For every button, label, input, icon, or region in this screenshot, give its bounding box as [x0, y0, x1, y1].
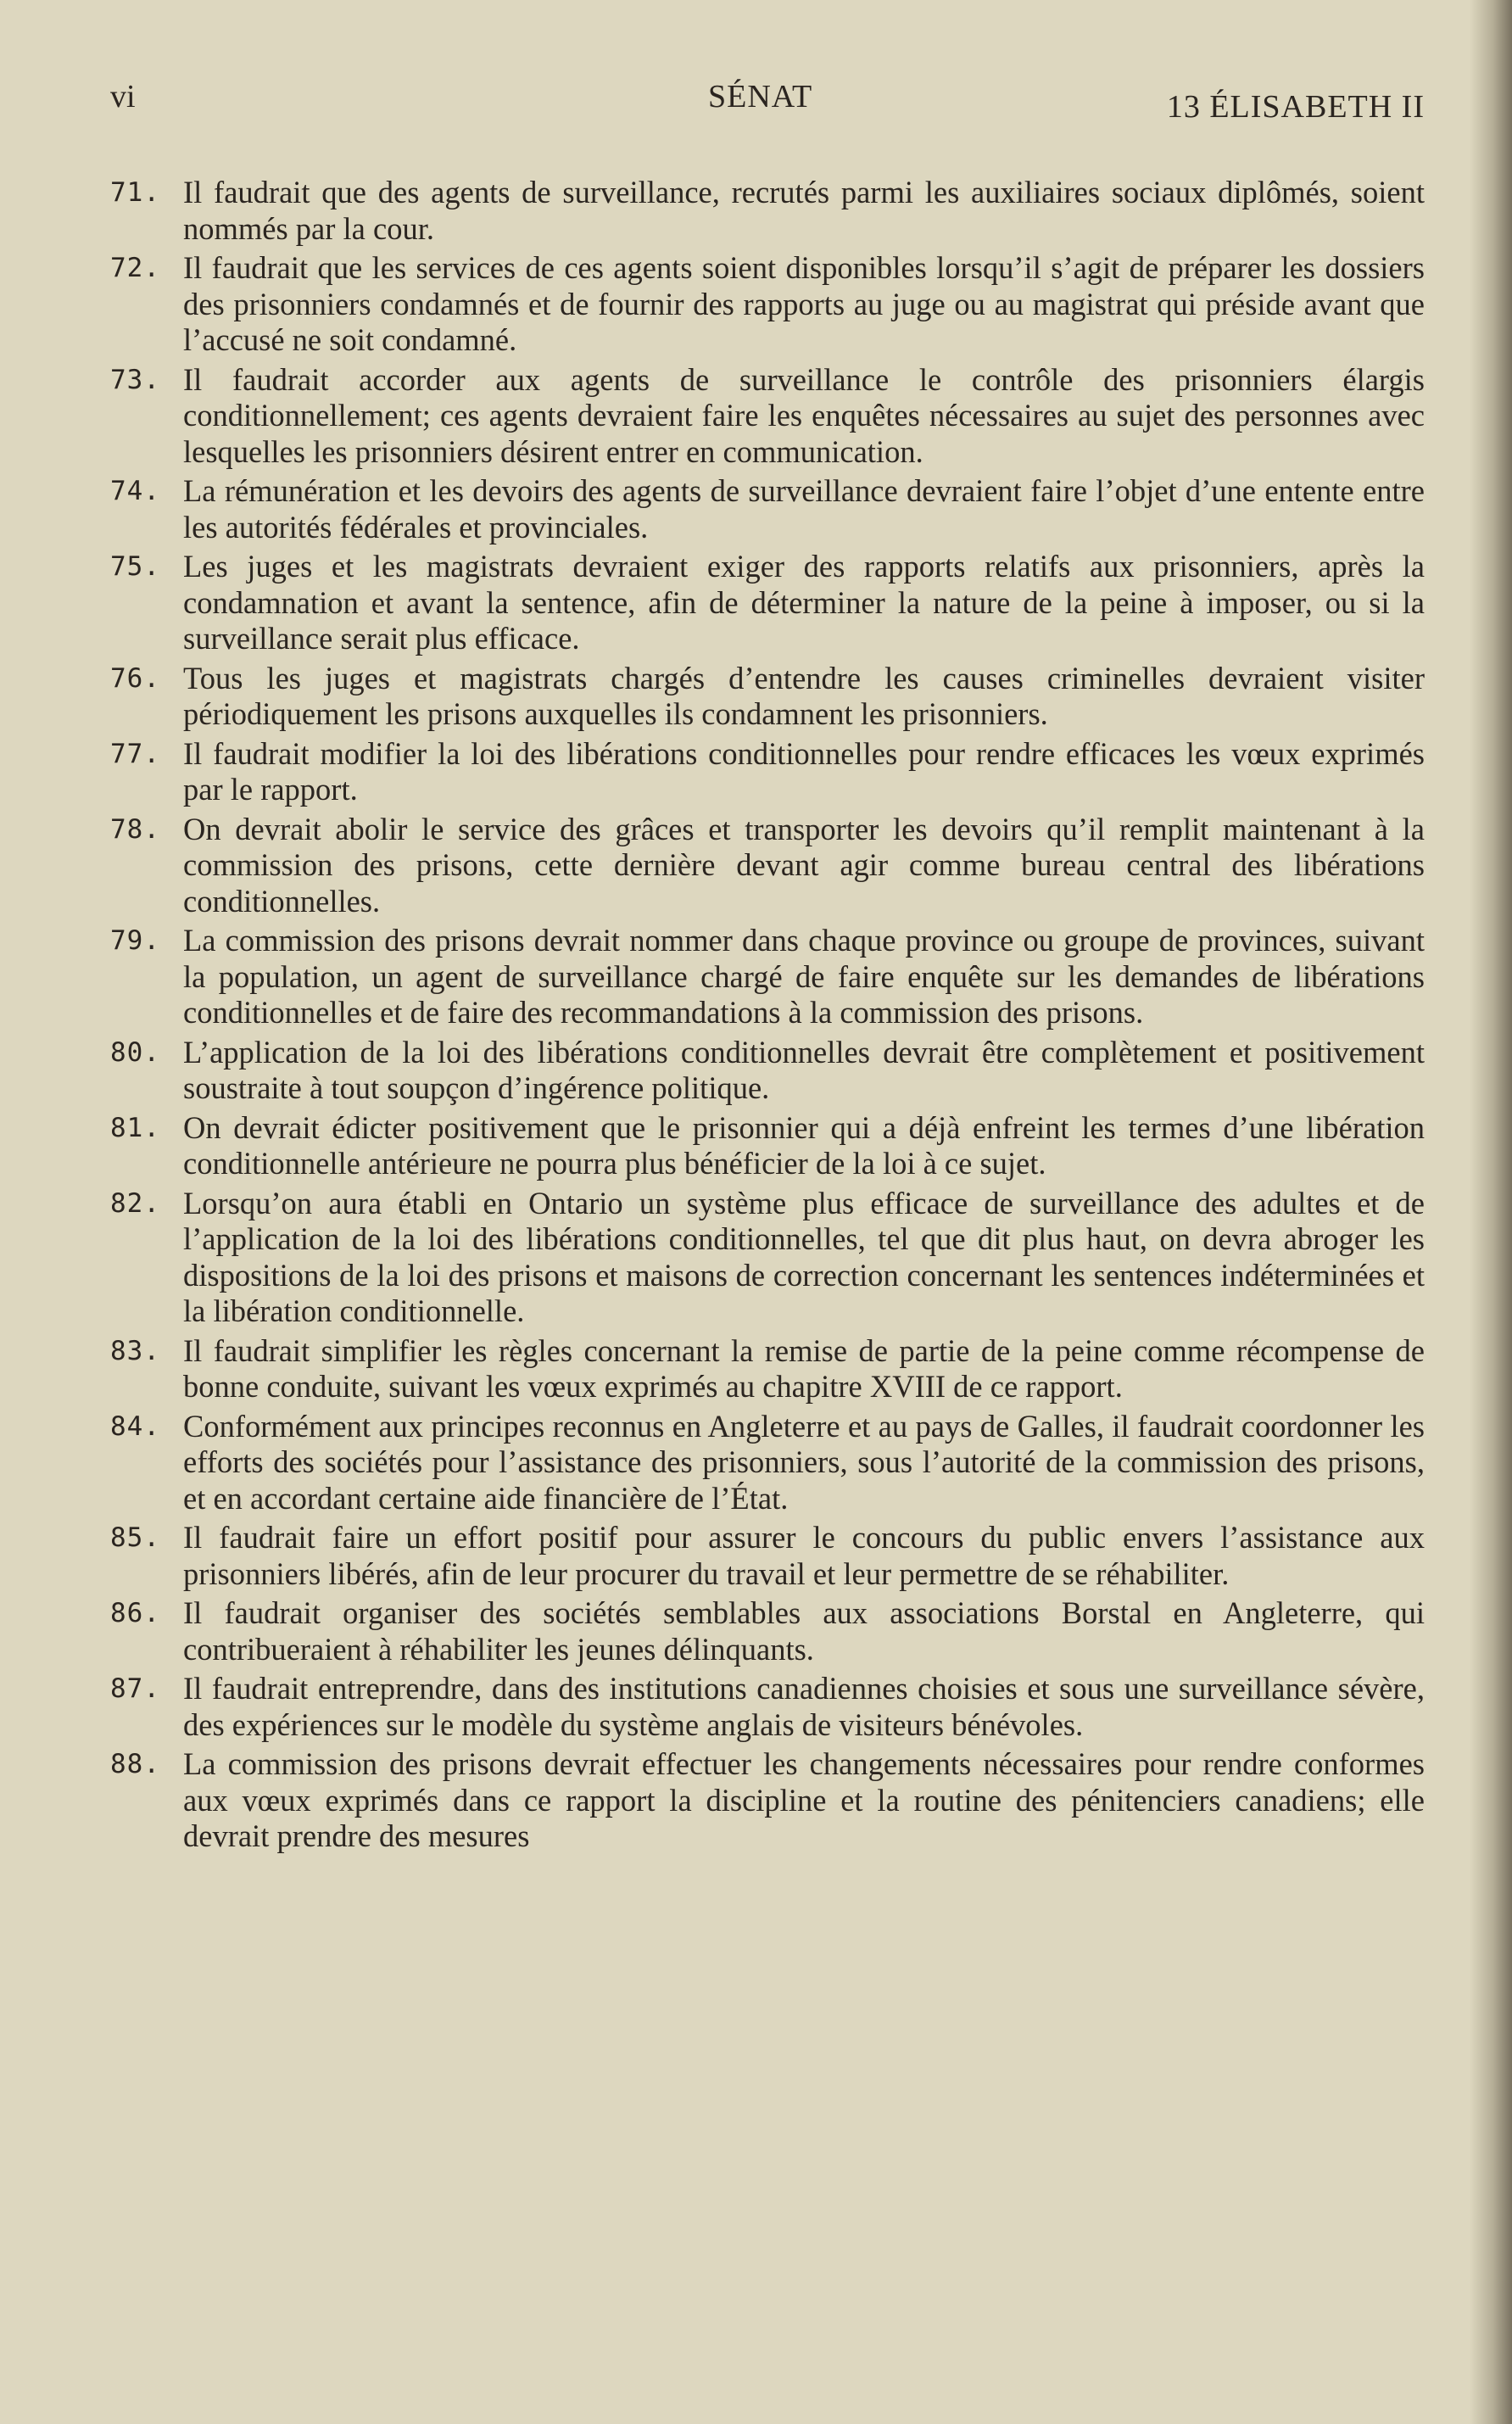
item-text: La commission des prisons devrait effectuer les changements nécessaires pour rendre conformes aux vœux exprimés dans ce rapport la discipline et la routine des pénitenciers canadiens; elle devrait prendre des mesures	[183, 1746, 1425, 1853]
list-item	[110, 250, 1425, 359]
item-number: 78.	[110, 813, 160, 845]
item-number: 87.	[110, 1673, 160, 1704]
item-text: Les juges et les magistrats devraient exiger des rapports relatifs aux prisonniers, après la condamnation et avant la sentence, afin de déterminer la nature de la peine à imposer, ou si la surveillance serait plus efficace.	[183, 549, 1425, 656]
recommendations-list	[110, 175, 1425, 1858]
list-item	[110, 1110, 1425, 1182]
item-text: Il faudrait organiser des sociétés semblables aux associations Borstal en Angleterre, qui contribueraient à réhabiliter les jeunes délinquants.	[183, 1595, 1425, 1667]
item-text: On devrait abolir le service des grâces et transporter les devoirs qu’il remplit maintenant à la commission des prisons, cette dernière devant agir comme bureau central des libérations conditionnelles.	[183, 811, 1425, 919]
list-item	[110, 923, 1425, 1031]
list-item	[110, 1186, 1425, 1330]
item-number: 72.	[110, 253, 160, 283]
list-item	[110, 1035, 1425, 1107]
item-number: 75.	[110, 551, 160, 582]
reign-year: 13 ÉLISABETH II	[1166, 89, 1425, 125]
list-item	[110, 473, 1425, 545]
item-number: 86.	[110, 1598, 160, 1628]
item-text: Il faudrait que des agents de surveillance, recrutés parmi les auxiliaires sociaux diplômés, soient nommés par la cour.	[183, 175, 1425, 246]
item-number: 77.	[110, 738, 160, 769]
item-text: Lorsqu’on aura établi en Ontario un système plus efficace de surveillance des adultes et de l’application de la loi des libérations conditionnelles, tel que dit plus haut, on devra abroger les dispositions de la loi des prisons et maisons de correction concernant les sentences indéterminées et la libération conditionnelle.	[183, 1185, 1425, 1328]
list-item	[110, 661, 1425, 733]
item-text: Il faudrait simplifier les règles concernant la remise de partie de la peine comme récompense de bonne conduite, suivant les vœux exprimés au chapitre XVIII de ce rapport.	[183, 1332, 1425, 1404]
item-number: 71.	[110, 177, 160, 208]
item-text: L’application de la loi des libérations conditionnelles devrait être complètement et positivement soustraite à tout soupçon d’ingérence politique.	[183, 1034, 1425, 1105]
list-item	[110, 812, 1425, 920]
item-number: 80.	[110, 1036, 160, 1068]
item-text: Il faudrait accorder aux agents de surveillance le contrôle des prisonniers élargis conditionnellement; ces agents devraient faire les enquêtes nécessaires au sujet des personnes avec lesquelles les prisonniers désirent entrer en communication.	[183, 361, 1425, 469]
item-number: 88.	[110, 1749, 160, 1779]
item-text: Il faudrait modifier la loi des libérations conditionnelles pour rendre efficaces les vœux exprimés par le rapport.	[183, 735, 1425, 807]
item-text: On devrait édicter positivement que le prisonnier qui a déjà enfreint les termes d’une libération conditionnelle antérieure ne pourra plus bénéficier de la loi à ce sujet.	[183, 1109, 1425, 1181]
item-number: 82.	[110, 1187, 160, 1219]
item-number: 74.	[110, 476, 160, 506]
list-item	[110, 362, 1425, 471]
list-item	[110, 175, 1425, 247]
item-number: 85.	[110, 1522, 160, 1553]
item-number: 76.	[110, 662, 160, 694]
item-number: 83.	[110, 1335, 160, 1366]
list-item	[110, 1520, 1425, 1592]
list-item	[110, 1671, 1425, 1743]
item-number: 81.	[110, 1112, 160, 1143]
list-item	[110, 549, 1425, 657]
list-item	[110, 1595, 1425, 1667]
item-text: Conformément aux principes reconnus en Angleterre et au pays de Galles, il faudrait coordonner les efforts des sociétés pour l’assistance des prisonniers, sous l’autorité de la commission des prisons, et en accordant certaine aide financière de l’État.	[183, 1408, 1425, 1516]
list-item	[110, 1409, 1425, 1517]
item-text: La commission des prisons devrait nommer dans chaque province ou groupe de provinces, suivant la population, un agent de surveillance chargé de faire enquête sur les demandes de libérations conditionnelles et de faire des recommandations à la commission des prisons.	[183, 923, 1425, 1030]
list-item	[110, 1333, 1425, 1405]
page-header	[110, 78, 1425, 129]
list-item	[110, 1746, 1425, 1855]
page-edge-shadow	[1470, 0, 1512, 2424]
item-text: La rémunération et les devoirs des agents de surveillance devraient faire l’objet d’une entente entre les autorités fédérales et provinciales.	[183, 473, 1425, 545]
item-text: Il faudrait que les services de ces agents soient disponibles lorsqu’il s’agit de préparer les dossiers des prisonniers condamnés et de fournir des rapports au juge ou au magistrat qui préside avant que l’accusé ne soit condamné.	[183, 250, 1425, 357]
item-text: Il faudrait faire un effort positif pour assurer le concours du public envers l’assistance aux prisonniers libérés, afin de leur procurer du travail et leur permettre de se réhabiliter.	[183, 1520, 1425, 1591]
page-numeral: vi	[110, 79, 136, 114]
item-text: Tous les juges et magistrats chargés d’entendre les causes criminelles devraient visiter périodiquement les prisons auxquelles ils condamnent les prisonniers.	[183, 660, 1425, 731]
item-number: 84.	[110, 1410, 160, 1442]
list-item	[110, 736, 1425, 808]
item-number: 79.	[110, 925, 160, 956]
item-text: Il faudrait entreprendre, dans des institutions canadiennes choisies et sous une surveillance sévère, des expériences sur le modèle du système anglais de visiteurs bénévoles.	[183, 1671, 1425, 1742]
running-title: SÉNAT	[708, 79, 813, 114]
item-number: 73.	[110, 364, 160, 395]
